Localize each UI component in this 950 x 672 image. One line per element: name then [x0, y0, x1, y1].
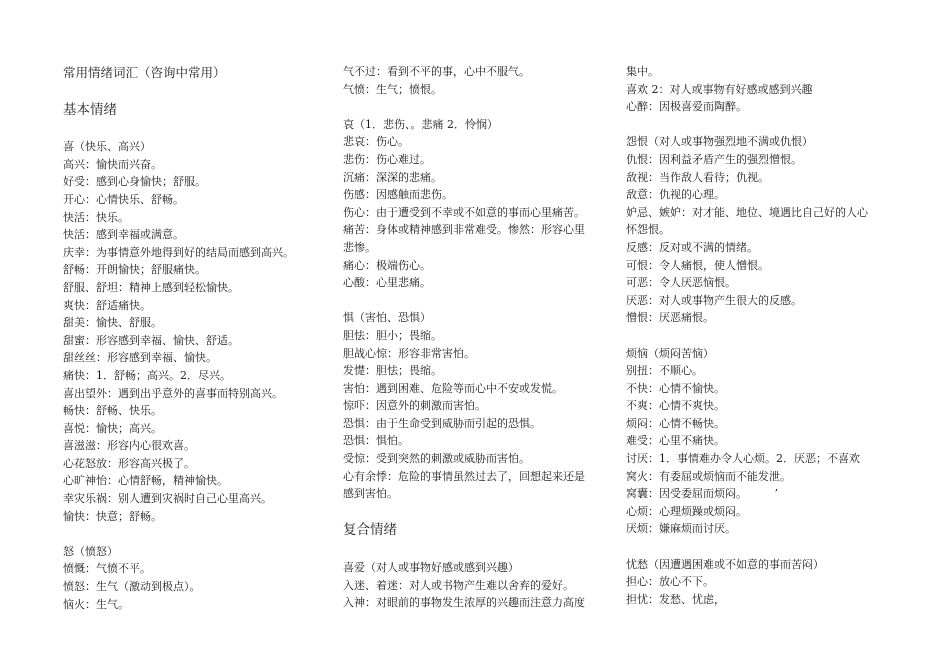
text-line: 厌烦：嫌麻烦而讨厌。 [626, 522, 736, 536]
text-line: 厌恶：对人或事物产生很大的反感。 [626, 293, 802, 307]
text-line: 入迷、着迷：对人或书物产生难以舍弃的爱好。 [343, 578, 574, 592]
text-line: 感到害怕。 [343, 487, 398, 501]
text-line: 恐惧：惧怕。 [343, 434, 409, 448]
text-line: 难受：心里不痛快。 [626, 434, 725, 448]
text-line: 担心：放心不下。 [626, 575, 714, 589]
text-line: 畅快：舒畅、快乐。 [63, 404, 162, 418]
text-line: 恐惧：由于生命受到威胁而引起的恐惧。 [343, 416, 541, 430]
blank-line [63, 82, 331, 100]
text-line: 惧（害怕、恐惧） [343, 311, 431, 325]
text-line: 开心：心情快乐、舒畅。 [63, 192, 184, 206]
text-line: 快活：快乐。 [63, 210, 129, 224]
text-line: 伤心：由于遭受到不幸或不如意的事而心里痛苦。 [343, 205, 585, 219]
text-line: 快活：感到幸福或满意。 [63, 228, 184, 242]
text-line: 妒忌、嫉妒：对才能、地位、境遇比自己好的人心 [626, 205, 868, 219]
text-line: 舒服、舒坦：精神上感到轻松愉快。 [63, 280, 239, 294]
text-line: 喜悦：愉快；高兴。 [63, 421, 162, 435]
text-line: 烦闷：心情不畅快。 [626, 416, 725, 430]
text-line: 不快：心情不愉快。 [626, 381, 725, 395]
text-line: 喜爱（对人或事物好感或感到兴趣） [343, 561, 519, 575]
text-line: 讨厌：1．事情难办令人心烦。2．厌恶；不喜欢 [626, 452, 860, 466]
text-line: 忧愁（因遭遇困难或不如意的事而苦闷） [626, 557, 824, 571]
text-line: 敌视：当作敌人看待；仇视。 [626, 170, 769, 184]
text-line: 伤感：因感触而悲伤。 [343, 188, 453, 202]
text-line: 哀（1．悲伤、。悲痛 2．怜悯） [343, 117, 498, 131]
text-line: 怒（愤怒） [63, 544, 118, 558]
column-left [63, 63, 331, 613]
blank-line [626, 538, 894, 556]
text-line: 悲惨。 [343, 240, 376, 254]
text-line: 喜滋滋：形容内心很欢喜。 [63, 439, 195, 453]
text-line: 喜（快乐、高兴） [63, 140, 151, 154]
document-title: 常用情绪词汇（咨询中常用） [63, 65, 226, 80]
blank-line [343, 541, 611, 559]
text-line: 喜出望外：遇到出乎意外的喜事而特别高兴。 [63, 386, 283, 400]
text-line: 憎恨：厌恶痛恨。 [626, 311, 714, 325]
text-line: 心旷神怡：心情舒畅，精神愉快。 [63, 474, 228, 488]
text-line: 庆幸：为事情意外地得到好的结局而感到高兴。 [63, 245, 294, 259]
text-line: 悲伤：伤心难过。 [343, 152, 431, 166]
text-line: 心醉：因极喜爱而陶醉。 [626, 100, 747, 114]
text-line: 可恨：令人痛恨，使人憎恨。 [626, 258, 769, 272]
text-line: 心酸：心里悲痛。 [343, 276, 431, 290]
text-line: 痛快：1．舒畅；高兴。2．尽兴。 [63, 368, 231, 382]
blank-line [626, 116, 894, 134]
blank-line [343, 503, 611, 521]
blank-line [63, 121, 331, 139]
text-line: 胆战心惊：形容非常害怕。 [343, 346, 475, 360]
blank-line [343, 292, 611, 310]
text-line: 气愤：生气；愤恨。 [343, 82, 442, 96]
text-line: 心花怒放：形容高兴极了。 [63, 456, 195, 470]
section-heading: 基本情绪 [63, 101, 117, 118]
text-line: 愤怒：生气（激动到极点）。 [63, 580, 201, 594]
text-line: 沉痛：深深的悲痛。 [343, 170, 442, 184]
text-line: 恼火：生气。 [63, 597, 129, 611]
text-line: 可恶：令人厌恶恼恨。 [626, 276, 736, 290]
text-line: 愤慨：气愤不平。 [63, 562, 151, 576]
section-heading: 复合情绪 [343, 522, 397, 539]
text-line: 发憷：胆怯；畏缩。 [343, 364, 442, 378]
text-line: 甜丝丝：形容感到幸福、愉快。 [63, 351, 217, 365]
text-line: 怀怨恨。 [626, 223, 670, 237]
text-line: 心烦：心理烦躁或烦闷。 [626, 504, 747, 518]
column-middle [343, 63, 611, 612]
text-line: 入神：对眼前的事物发生浓厚的兴趣而注意力高度 [343, 596, 585, 610]
text-line: 悲哀：伤心。 [343, 135, 409, 149]
text-line: 烦恼（烦闷苦恼） [626, 346, 714, 360]
text-line: 愉快：快意；舒畅。 [63, 509, 162, 523]
text-line: 幸灾乐祸：别人遭到灾祸时自己心里高兴。 [63, 492, 272, 506]
text-line: 痛苦：身体或精神感到非常难受。惨然：形容心里 [343, 223, 585, 237]
text-line: 担忧：发愁、忧虑， [626, 592, 725, 606]
text-line: 甜美：愉快、舒服。 [63, 316, 162, 330]
text-line: 甜蜜：形容感到幸福、愉快、舒适。 [63, 333, 239, 347]
text-line: 不爽：心情不爽快。 [626, 399, 725, 413]
text-line: 好受：感到心身愉快；舒服。 [63, 175, 206, 189]
text-line: 怨恨（对人或事物强烈地不满或仇恨） [626, 135, 813, 149]
text-line: 窝囊：因受委屈而烦闷。 ’ [626, 487, 778, 501]
text-line: 害怕：遇到困难、危险等而心中不安或发慌。 [343, 381, 563, 395]
text-line: 受惊：受到突然的刺激或威胁而害怕。 [343, 452, 530, 466]
text-line: 集中。 [626, 65, 659, 78]
column-right [626, 63, 894, 608]
blank-line [626, 327, 894, 345]
text-line: 敌意：仇视的心理。 [626, 188, 725, 202]
text-line: 窝火：有委屈或烦恼而不能发泄。 [626, 469, 791, 483]
text-line: 爽快：舒适痛快。 [63, 298, 151, 312]
text-line: 心有余悸：危险的事情虽然过去了，回想起来还是 [343, 469, 585, 483]
text-line: 别扭：不顺心。 [626, 364, 703, 378]
blank-line [343, 98, 611, 116]
text-line: 舒畅：开朗愉快；舒服痛快。 [63, 263, 206, 277]
text-line: 喜欢 2：对人或事物有好感或感到兴趣 [626, 82, 813, 96]
text-line: 气不过：看到不平的事，心中不服气。 [343, 65, 530, 78]
text-line: 痛心：极端伤心。 [343, 258, 431, 272]
text-line: 胆怯：胆小；畏缩。 [343, 328, 442, 342]
text-line: 反感：反对或不满的情绪。 [626, 240, 758, 254]
text-line: 惊吓：因意外的刺激而害怕。 [343, 399, 486, 413]
blank-line [63, 525, 331, 543]
text-line: 高兴：愉快而兴奋。 [63, 157, 162, 171]
text-line: 仇恨：因利益矛盾产生的强烈憎恨。 [626, 152, 802, 166]
